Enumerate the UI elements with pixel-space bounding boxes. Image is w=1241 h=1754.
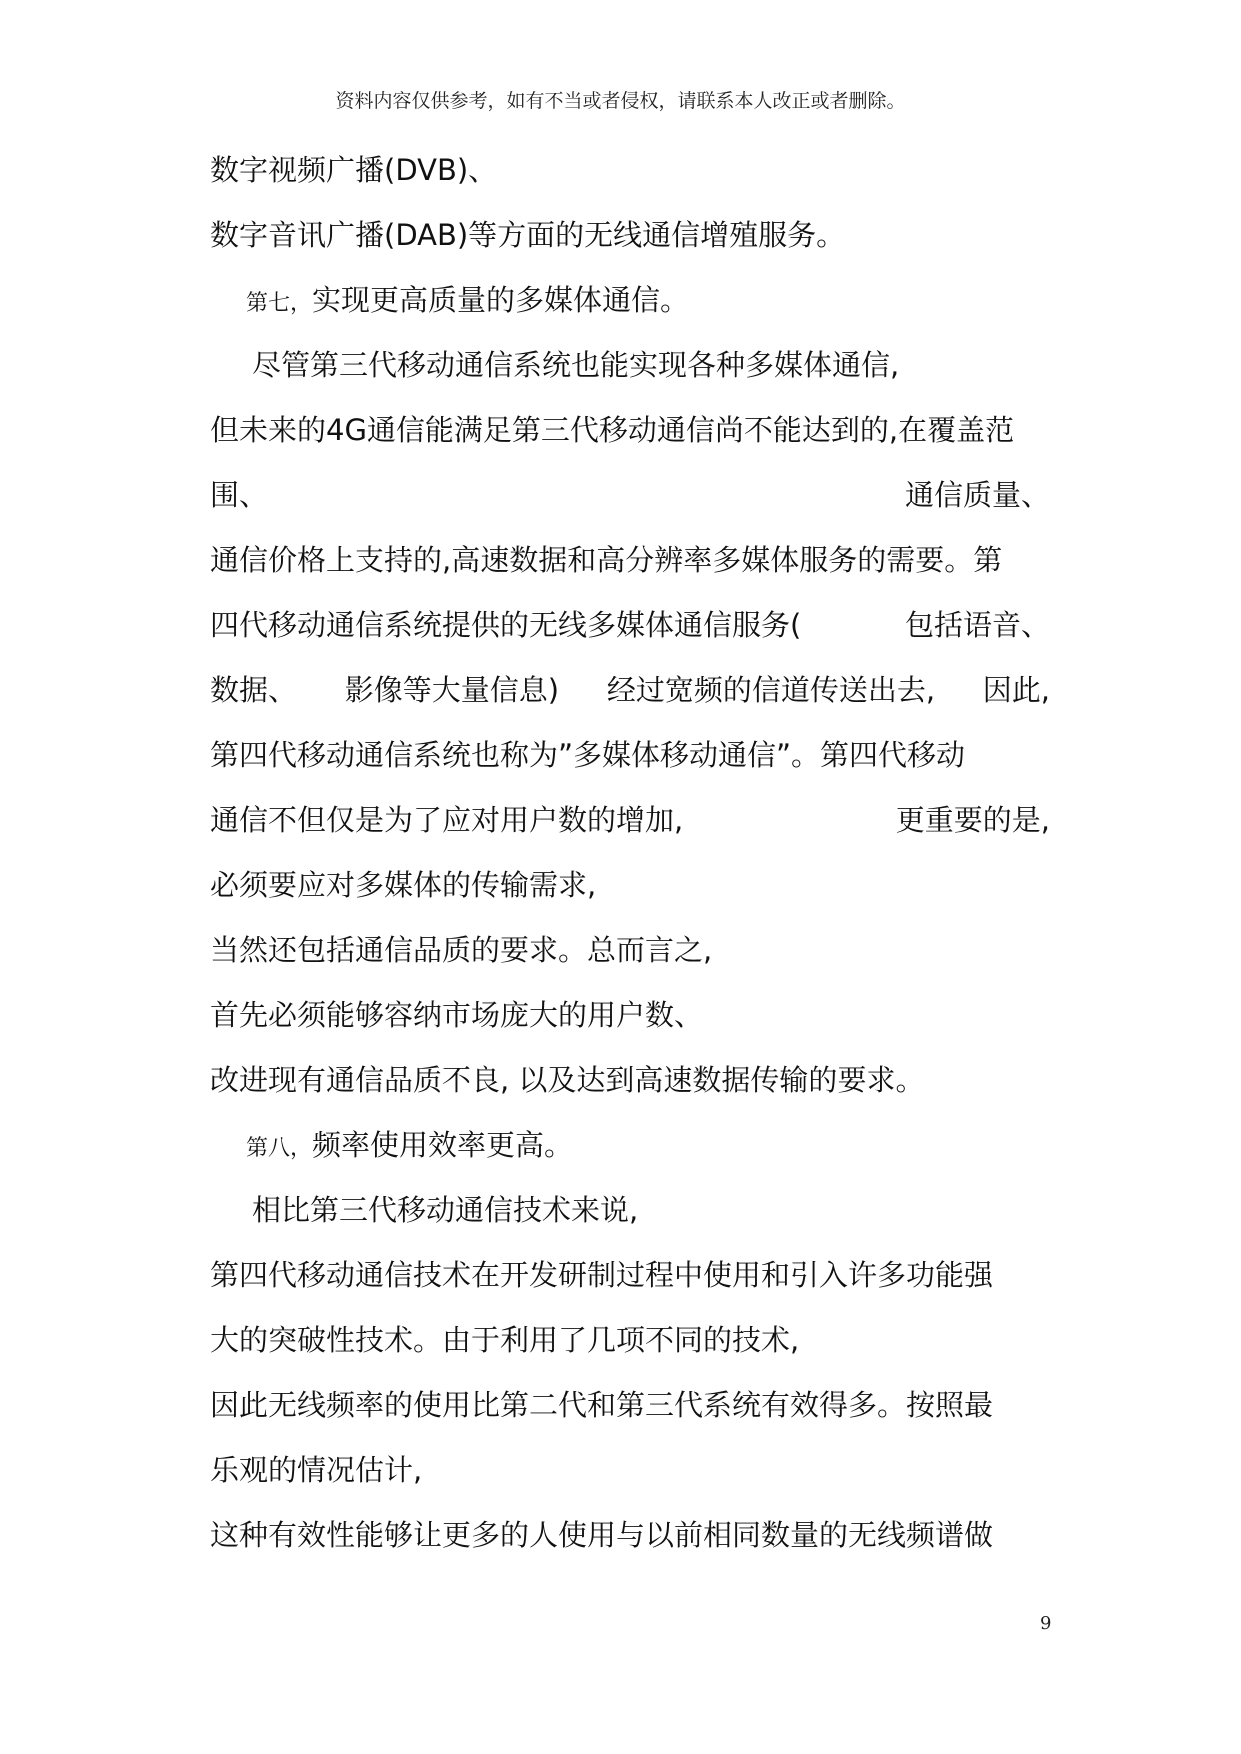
text-line-6 bbox=[210, 475, 1050, 515]
text-line-15: 改进现有通信品质不良, 以及达到高速数据传输的要求。 bbox=[210, 1063, 925, 1097]
page-number: 9 bbox=[1040, 1613, 1052, 1634]
text-line-22: 这种有效性能够让更多的人使用与以前相同数量的无线频谱做 bbox=[210, 1518, 994, 1552]
text-line-9-part-c: 经过宽频的信道传送出去, bbox=[606, 673, 936, 707]
text-line-8-part-a: 四代移动通信系统提供的无线多媒体通信服务( bbox=[210, 608, 802, 642]
text-line-7: 通信价格上支持的,高速数据和高分辨率多媒体服务的需要。第 bbox=[210, 543, 1003, 577]
header-disclaimer: 资料内容仅供参考，如有不当或者侵权，请联系本人改正或者删除。 bbox=[335, 90, 906, 112]
text-line-9-part-b: 影像等大量信息) bbox=[344, 673, 560, 707]
text-line-5: 但未来的4G通信能满足第三代移动通信尚不能达到的,在覆盖范 bbox=[210, 413, 1015, 447]
section-lead-eighth: 第八， bbox=[246, 1136, 313, 1161]
text-line-6-part-b: 通信质量、 bbox=[904, 478, 1050, 512]
text-line-4: 尽管第三代移动通信系统也能实现各种多媒体通信, bbox=[252, 348, 900, 382]
text-line-18: 第四代移动通信技术在开发研制过程中使用和引入许多功能强 bbox=[210, 1258, 994, 1292]
text-line-10: 第四代移动通信系统也称为”多媒体移动通信”。第四代移动 bbox=[210, 738, 966, 772]
text-line-17: 相比第三代移动通信技术来说, bbox=[252, 1193, 639, 1227]
text-line-13: 当然还包括通信品质的要求。总而言之, bbox=[210, 933, 713, 967]
text-line-6-part-a: 围、 bbox=[210, 478, 269, 512]
text-line-8-part-b: 包括语音、 bbox=[904, 608, 1050, 642]
text-line-3 bbox=[246, 280, 1086, 320]
section-heading-seventh: 实现更高质量的多媒体通信。 bbox=[312, 283, 690, 317]
section-heading-eighth: 频率使用效率更高。 bbox=[312, 1128, 574, 1162]
text-line-1: 数字视频广播(DVB)、 bbox=[210, 153, 498, 187]
text-line-8 bbox=[210, 605, 1050, 645]
text-line-16 bbox=[246, 1125, 1086, 1165]
text-line-21: 乐观的情况估计, bbox=[210, 1453, 423, 1487]
text-line-11 bbox=[210, 800, 1050, 840]
text-line-11-part-a: 通信不但仅是为了应对用户数的增加, bbox=[210, 803, 684, 837]
text-line-11-part-b: 更重要的是, bbox=[895, 803, 1050, 837]
text-line-14: 首先必须能够容纳市场庞大的用户数、 bbox=[210, 998, 704, 1032]
section-lead-seventh: 第七， bbox=[246, 291, 313, 316]
text-line-20: 因此无线频率的使用比第二代和第三代系统有效得多。按照最 bbox=[210, 1388, 994, 1422]
text-line-19: 大的突破性技术。由于利用了几项不同的技术, bbox=[210, 1323, 800, 1357]
text-line-9-part-d: 因此, bbox=[982, 673, 1050, 707]
text-line-2: 数字音讯广播(DAB)等方面的无线通信增殖服务。 bbox=[210, 218, 846, 252]
text-line-9-part-a: 数据、 bbox=[210, 673, 298, 707]
text-line-9 bbox=[210, 670, 1050, 710]
text-line-12: 必须要应对多媒体的传输需求, bbox=[210, 868, 597, 902]
